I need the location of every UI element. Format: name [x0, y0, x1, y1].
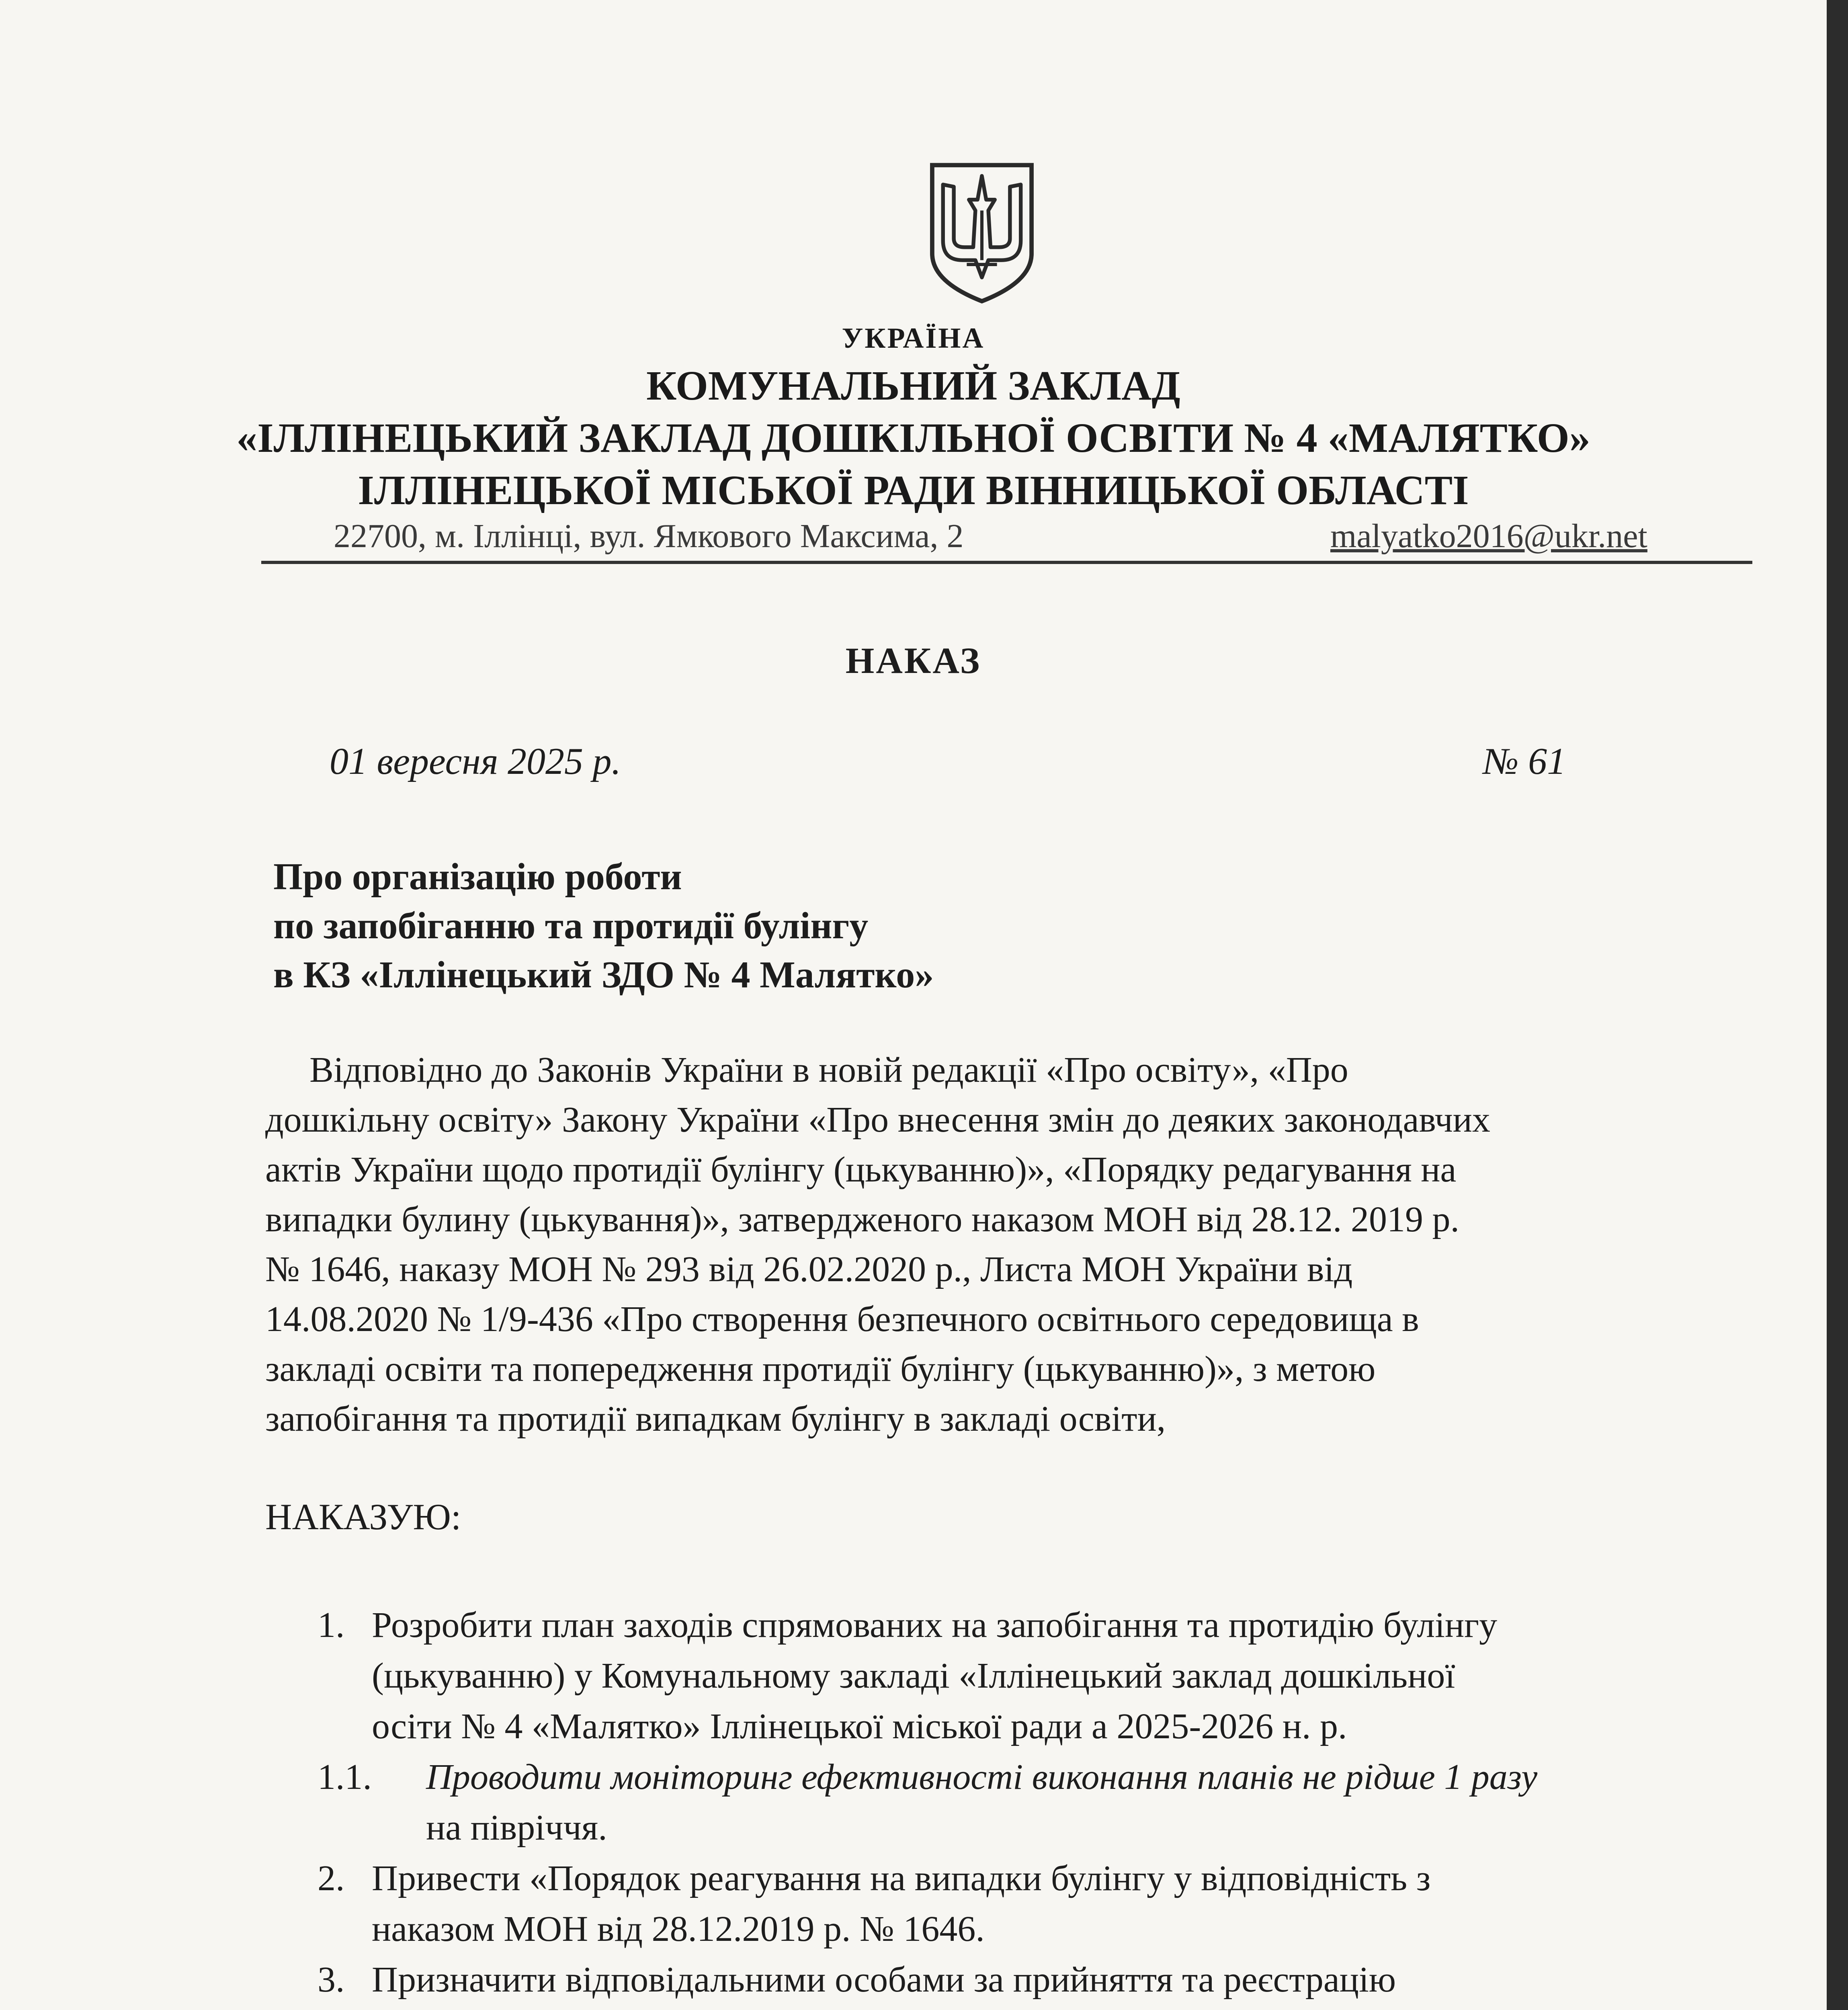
header-address: 22700, м. Іллінці, вул. Ямкового Максима, 2	[334, 517, 964, 555]
order-item	[265, 1853, 1752, 1955]
item-line-continuation: на півріччя.	[426, 1808, 607, 1848]
preamble-paragraph	[265, 1045, 1732, 1444]
header-country: УКРАЇНА	[842, 322, 985, 354]
item-line: Проводити моніторинг ефективності виконання планів не рідше 1 разу	[426, 1757, 1538, 1797]
document-date: 01 вересня 2025 р.	[330, 740, 621, 782]
item-number: 1.	[318, 1605, 345, 1645]
header-institution-type: КОМУНАЛЬНИЙ ЗАКЛАД	[646, 363, 1180, 409]
item-line: (цькуванню) у Комунальному закладі «Іллінецький заклад дошкільної	[372, 1656, 1455, 1696]
preamble-line: 14.08.2020 № 1/9-436 «Про створення безпечного освітнього середовища в	[265, 1299, 1419, 1339]
preamble-line: дошкільну освіту» Закону України «Про внесення змін до деяких законодавчих	[265, 1100, 1490, 1140]
subject-line: в КЗ «Іллінецький ЗДО № 4 Малятко»	[273, 954, 934, 996]
preamble-line: № 1646, наказу МОН № 293 від 26.02.2020 р., Листа МОН України від	[265, 1249, 1353, 1289]
scan-edge-right	[1827, 0, 1848, 2010]
item-line	[372, 2005, 1752, 2010]
item-line: Розробити план заходів спрямованих на запобігання та протидію булінгу	[372, 1605, 1498, 1645]
item-line: наказом МОН від 28.12.2019 р. № 1646.	[372, 1909, 985, 1949]
item-line	[426, 1803, 1752, 1853]
document-number: № 61	[1483, 740, 1566, 782]
document-title: НАКАЗ	[845, 640, 981, 681]
item-line: Привести «Порядок реагування на випадки булінгу у відповідність з	[372, 1858, 1431, 1898]
item-line: осіти № 4 «Малятко» Іллінецької міської ради а 2025-2026 н. р.	[372, 1706, 1347, 1746]
document-subject	[273, 852, 934, 999]
order-item	[265, 1600, 1752, 1752]
preamble-line: закладі освіти та попередження протидії булінгу (цькуванню)», з метою	[265, 1349, 1376, 1389]
preamble-line: запобігання та протидії випадкам булінгу в закладі освіти,	[265, 1399, 1166, 1439]
subject-line: по запобіганню та протидії булінгу	[273, 905, 869, 947]
header-divider	[261, 561, 1752, 564]
header-email: malyatko2016@ukr.net	[1330, 517, 1647, 555]
item-number: 3.	[318, 1960, 345, 2000]
order-subitem	[265, 1752, 1752, 1853]
preamble-line: випадки булину (цькування)», затвердженого наказом МОН від 28.12. 2019 р.	[265, 1200, 1459, 1239]
order-items-list	[265, 1600, 1752, 2010]
preamble-line: Відповідно до Законів України в новій редакції «Про освіту», «Про	[309, 1050, 1348, 1090]
item-number: 2.	[318, 1858, 345, 1898]
coat-of-arms-icon	[928, 161, 1036, 306]
preamble-line: актів України щодо протидії булінгу (цькуванню)», «Порядку редагування на	[265, 1150, 1457, 1190]
order-word: НАКАЗУЮ:	[265, 1496, 461, 1537]
header-council: ІЛЛІНЕЦЬКОЇ МІСЬКОЇ РАДИ ВІННИЦЬКОЇ ОБЛАСТІ	[358, 467, 1469, 513]
subject-line: Про організацію роботи	[273, 856, 682, 898]
order-item	[265, 1955, 1752, 2010]
item-number: 1.1.	[318, 1757, 372, 1797]
header-institution-name: «ІЛЛІНЕЦЬКИЙ ЗАКЛАД ДОШКІЛЬНОЇ ОСВІТИ № 4 «МАЛЯТКО»	[236, 415, 1590, 461]
item-line: Призначити відповідальними особами за прийняття та реєстрацію	[372, 1960, 1396, 2000]
